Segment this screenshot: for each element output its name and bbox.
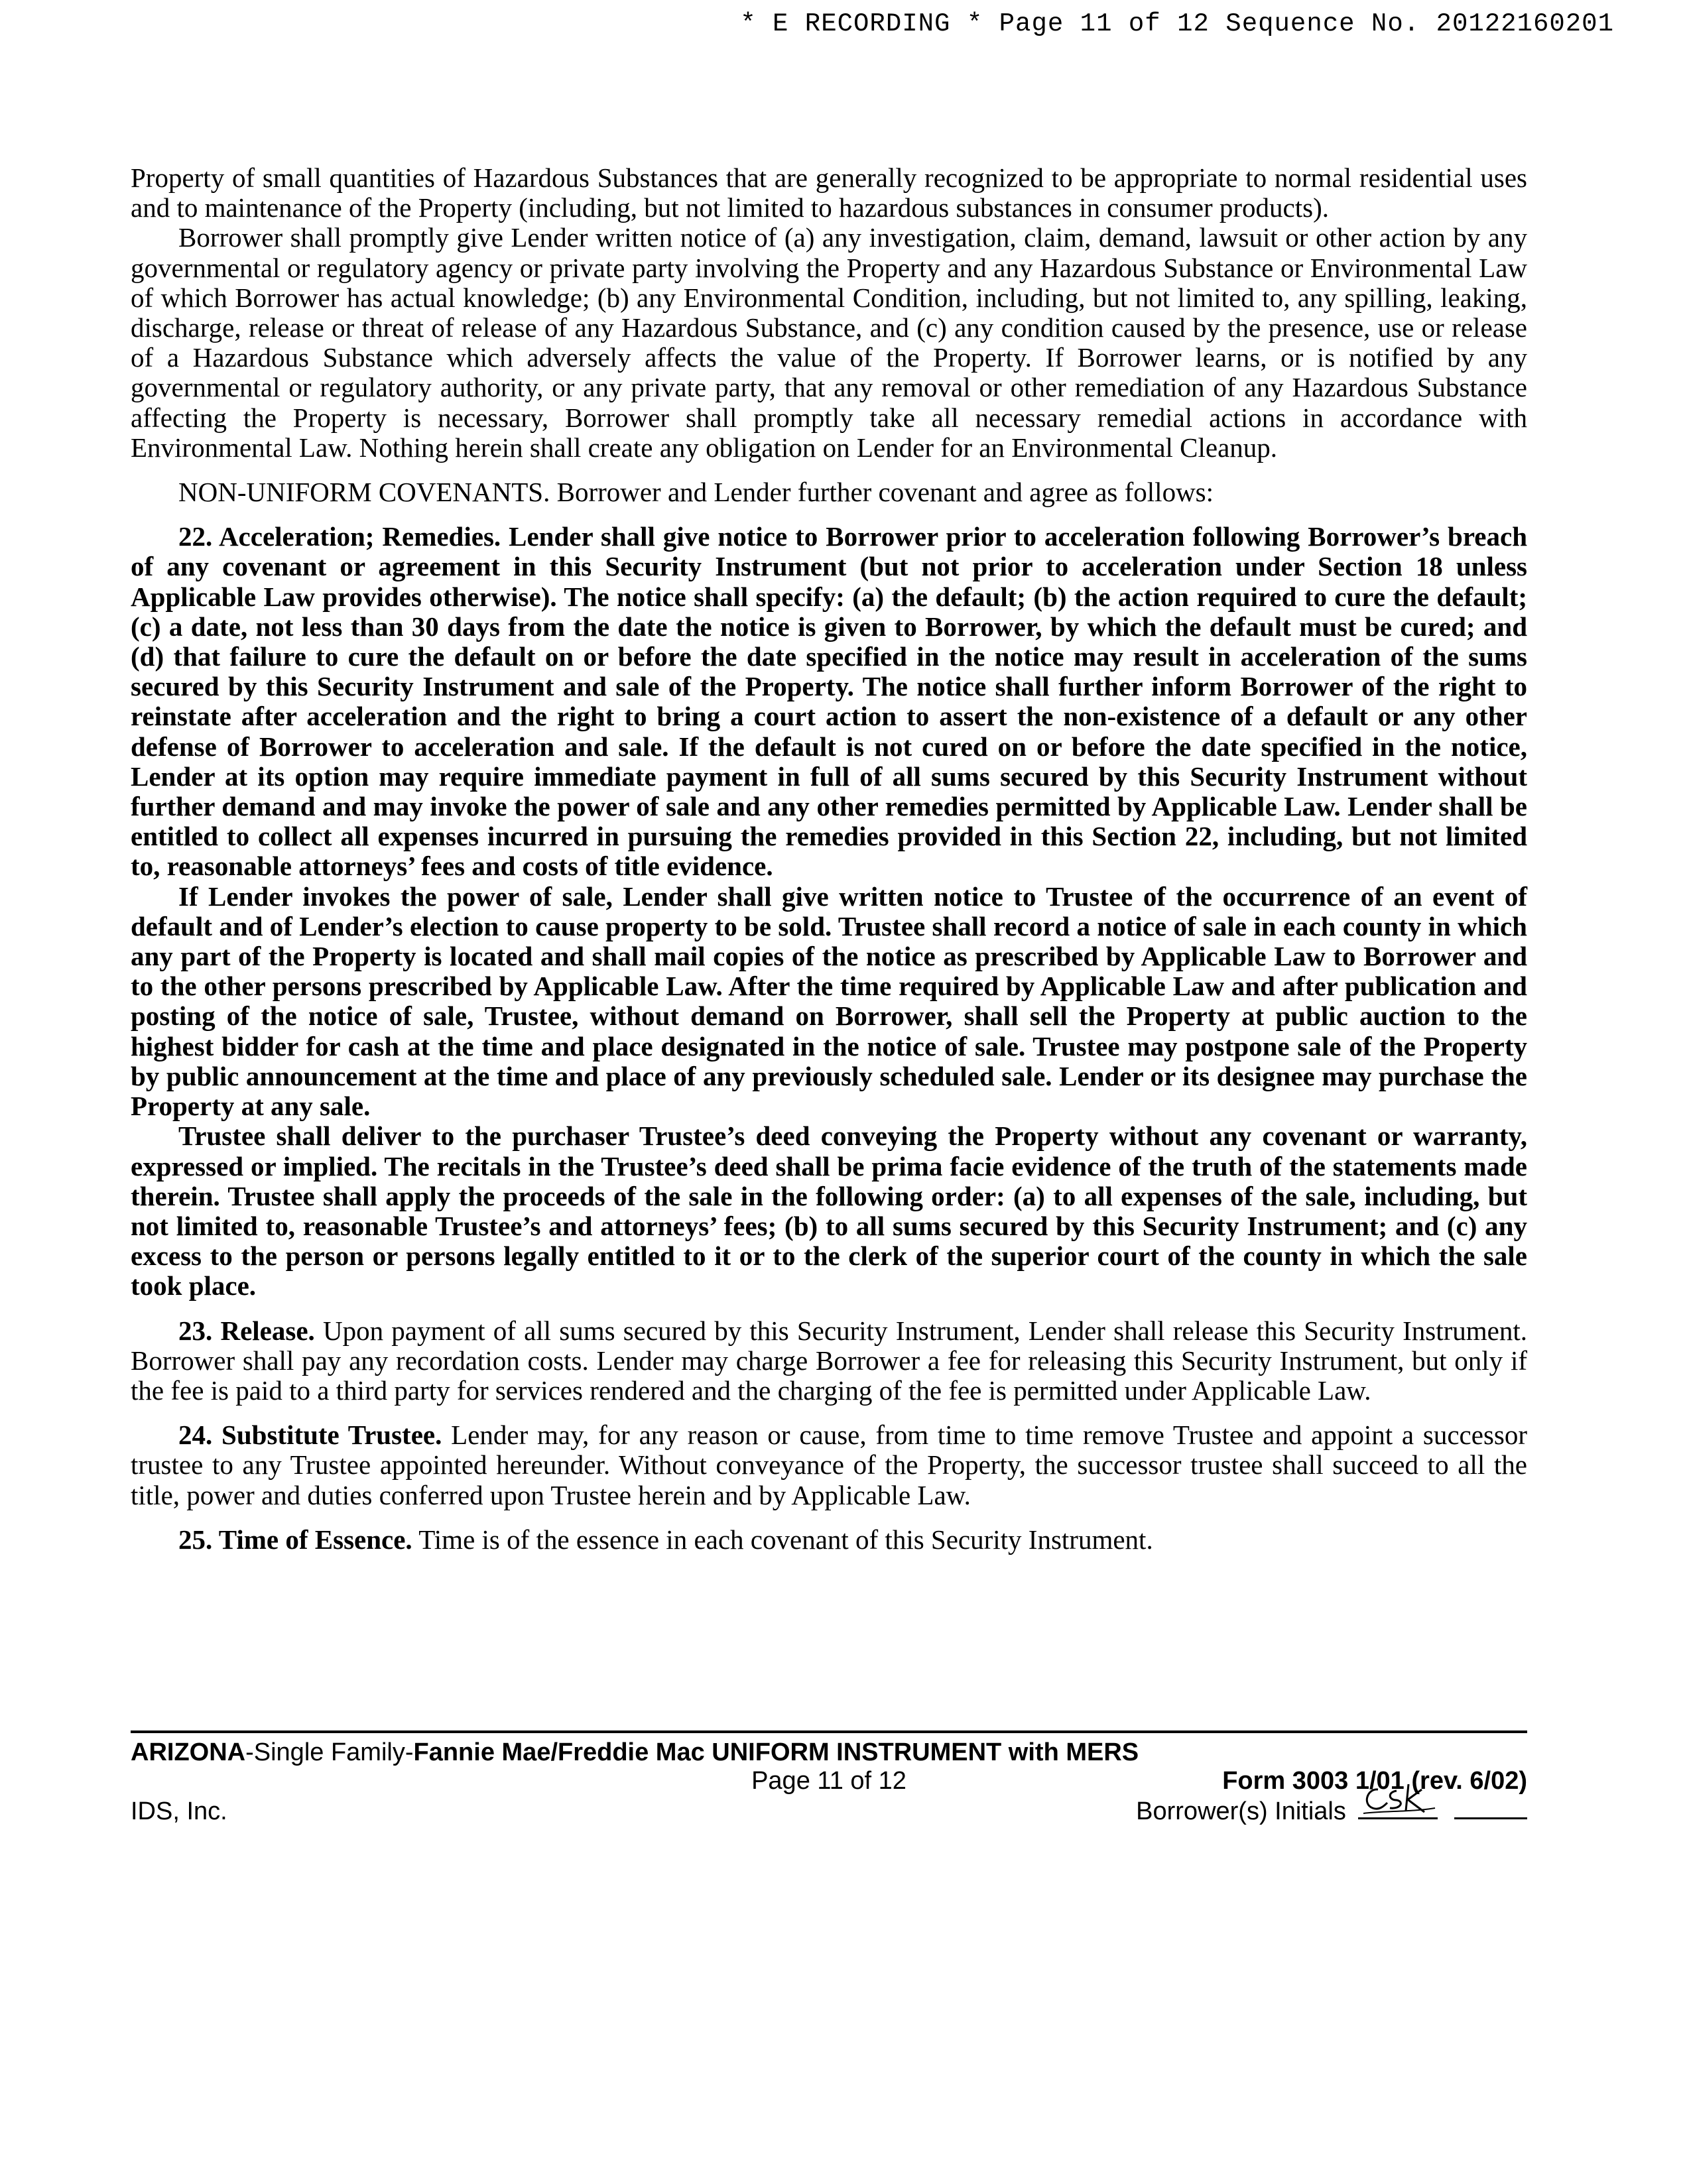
section-24	[131, 1420, 1527, 1510]
section-24-text: Lender may, for any reason or cause, from time to time remove Trustee and appoint a successor trustee to any Trustee appointed hereunder. Without conveyance of the Property, the successor trustee shall succeed to all the title, power and duties conferred upon Trustee herein and by Applicable Law.	[131, 1420, 1528, 1510]
form-desc-bold: Fannie Mae/Freddie Mac UNIFORM INSTRUMENT with MERS	[413, 1738, 1139, 1766]
paragraph-hazardous-substances: Property of small quantities of Hazardous Substances that are generally recognized to be appropriate to normal residential uses and to maintenance of the Property (including, but not limited to hazardous substances in consumer products).	[131, 162, 1527, 223]
form-footer	[131, 1730, 1527, 1827]
initials-blank-line	[1454, 1796, 1527, 1819]
section-25	[131, 1525, 1527, 1555]
form-state: ARIZONA	[131, 1738, 246, 1766]
form-description	[131, 1738, 1527, 1767]
section-23-text: Upon payment of all sums secured by this Security Instrument, Lender shall release this Security Instrument. Borrower shall pay any recordation costs. Lender may charge Borrower a fee for releasing this Security Instrument, but only if the fee is paid to a third party for services rendered and the charging of the fee is permitted under Applicable Law.	[131, 1315, 1527, 1406]
section-25-text: Time is of the essence in each covenant of this Security Instrument.	[418, 1524, 1153, 1555]
form-desc-plain: -Single Family-	[245, 1738, 414, 1766]
page-number: Page 11 of 12	[751, 1767, 906, 1795]
footer-rule	[131, 1730, 1527, 1733]
section-22-heading: 22. Acceleration; Remedies.	[178, 521, 501, 552]
section-22-text: Lender shall give notice to Borrower prior to acceleration following Borrower’s breach of any covenant or agreement in this Security Instrument (but not prior to acceleration under Section 18 unless Applicable Law provides otherwise). The notice shall specify: (a) the default; (b) the action required to cure the default; (c) a date, not less than 30 days from the date the notice is given to Borrower, by which the default must be cured; and (d) that failure to cure the default on or before the date specified in the notice may result in acceleration of the sums secured by this Security Instrument and sale of the Property. The notice shall further inform Borrower of the right to reinstate after acceleration and the right to bring a court action to assert the non-existence of a default or any other defense of Borrower to acceleration and sale. If the default is not cured on or before the date specified in the notice, Lender at its option may require immediate payment in full of all sums secured by this Security Instrument without further demand and may invoke the power of sale and any other remedies permitted by Applicable Law. Lender shall be entitled to collect all expenses incurred in pursuing the remedies provided in this Section 22, including, but not limited to, reasonable attorneys’ fees and costs of title evidence.	[131, 521, 1528, 882]
section-24-heading: 24. Substitute Trustee.	[178, 1420, 442, 1451]
section-22	[131, 522, 1527, 881]
handwritten-initials-icon	[1358, 1778, 1438, 1820]
paragraph-borrower-notice: Borrower shall promptly give Lender written notice of (a) any investigation, claim, demand, lawsuit or other action by any governmental or regulatory agency or private party involving the Property and any Hazardous Substance or Environmental Law of which Borrower has actual knowledge; (b) any Environmental Condition, including, but not limited to, any spilling, leaking, discharge, release or threat of release of any Hazardous Substance, and (c) any condition caused by the presence, use or release of a Hazardous Substance which adversely affects the value of the Property. If Borrower learns, or is notified by any governmental or regulatory authority, or any private party, that any removal or other remediation of any Hazardous Substance affecting the Property is necessary, Borrower shall promptly take all necessary remedial actions in accordance with Environmental Law. Nothing herein shall create any obligation on Lender for an Environmental Cleanup.	[131, 222, 1527, 463]
footer-row	[131, 1767, 1527, 1827]
borrower-initials	[1136, 1796, 1527, 1826]
section-22-power-of-sale: If Lender invokes the power of sale, Lender shall give written notice to Trustee of the occurrence of an event of default and of Lender’s election to cause property to be sold. Trustee shall record a notice of sale in each county in which any part of the Property is located and shall mail copies of the notice as prescribed by Applicable Law to Borrower and to the other persons prescribed by Applicable Law. After the time required by Applicable Law and after publication and posting of the notice of sale, Trustee, without demand on Borrower, shall sell the Property at public auction to the highest bidder for cash at the time and place designated in the notice of sale. Trustee may postpone sale of the Property by public announcement at the time and place of any previously scheduled sale. Lender or its designee may purchase the Property at any sale.	[131, 880, 1527, 1122]
section-23-heading: 23. Release.	[178, 1315, 315, 1346]
recording-header: * E RECORDING * Page 11 of 12 Sequence No. 20122160201	[740, 9, 1614, 38]
section-22-trustee-deed: Trustee shall deliver to the purchaser Trustee’s deed conveying the Property without any covenant or warranty, expressed or implied. The recitals in the Trustee’s deed shall be prima facie evidence of the truth of the statements made therein. Trustee shall apply the proceeds of the sale in the following order: (a) to all expenses of the sale, including, but not limited to, reasonable Trustee’s and attorneys’ fees; (b) to all sums secured by this Security Instrument; and (c) any excess to the person or persons legally entitled to it or to the clerk of the superior court of the county in which the sale took place.	[131, 1121, 1527, 1302]
initials-signature	[1358, 1796, 1438, 1819]
document-body	[131, 163, 1527, 1555]
section-23	[131, 1316, 1527, 1406]
company-name: IDS, Inc.	[131, 1797, 227, 1825]
section-25-heading: 25. Time of Essence.	[178, 1524, 412, 1555]
initials-label: Borrower(s) Initials	[1136, 1797, 1346, 1825]
non-uniform-covenants: NON-UNIFORM COVENANTS. Borrower and Lender further covenant and agree as follows:	[178, 477, 1214, 508]
form-number: Form 3003 1/01 (rev. 6/02)	[1222, 1767, 1527, 1795]
